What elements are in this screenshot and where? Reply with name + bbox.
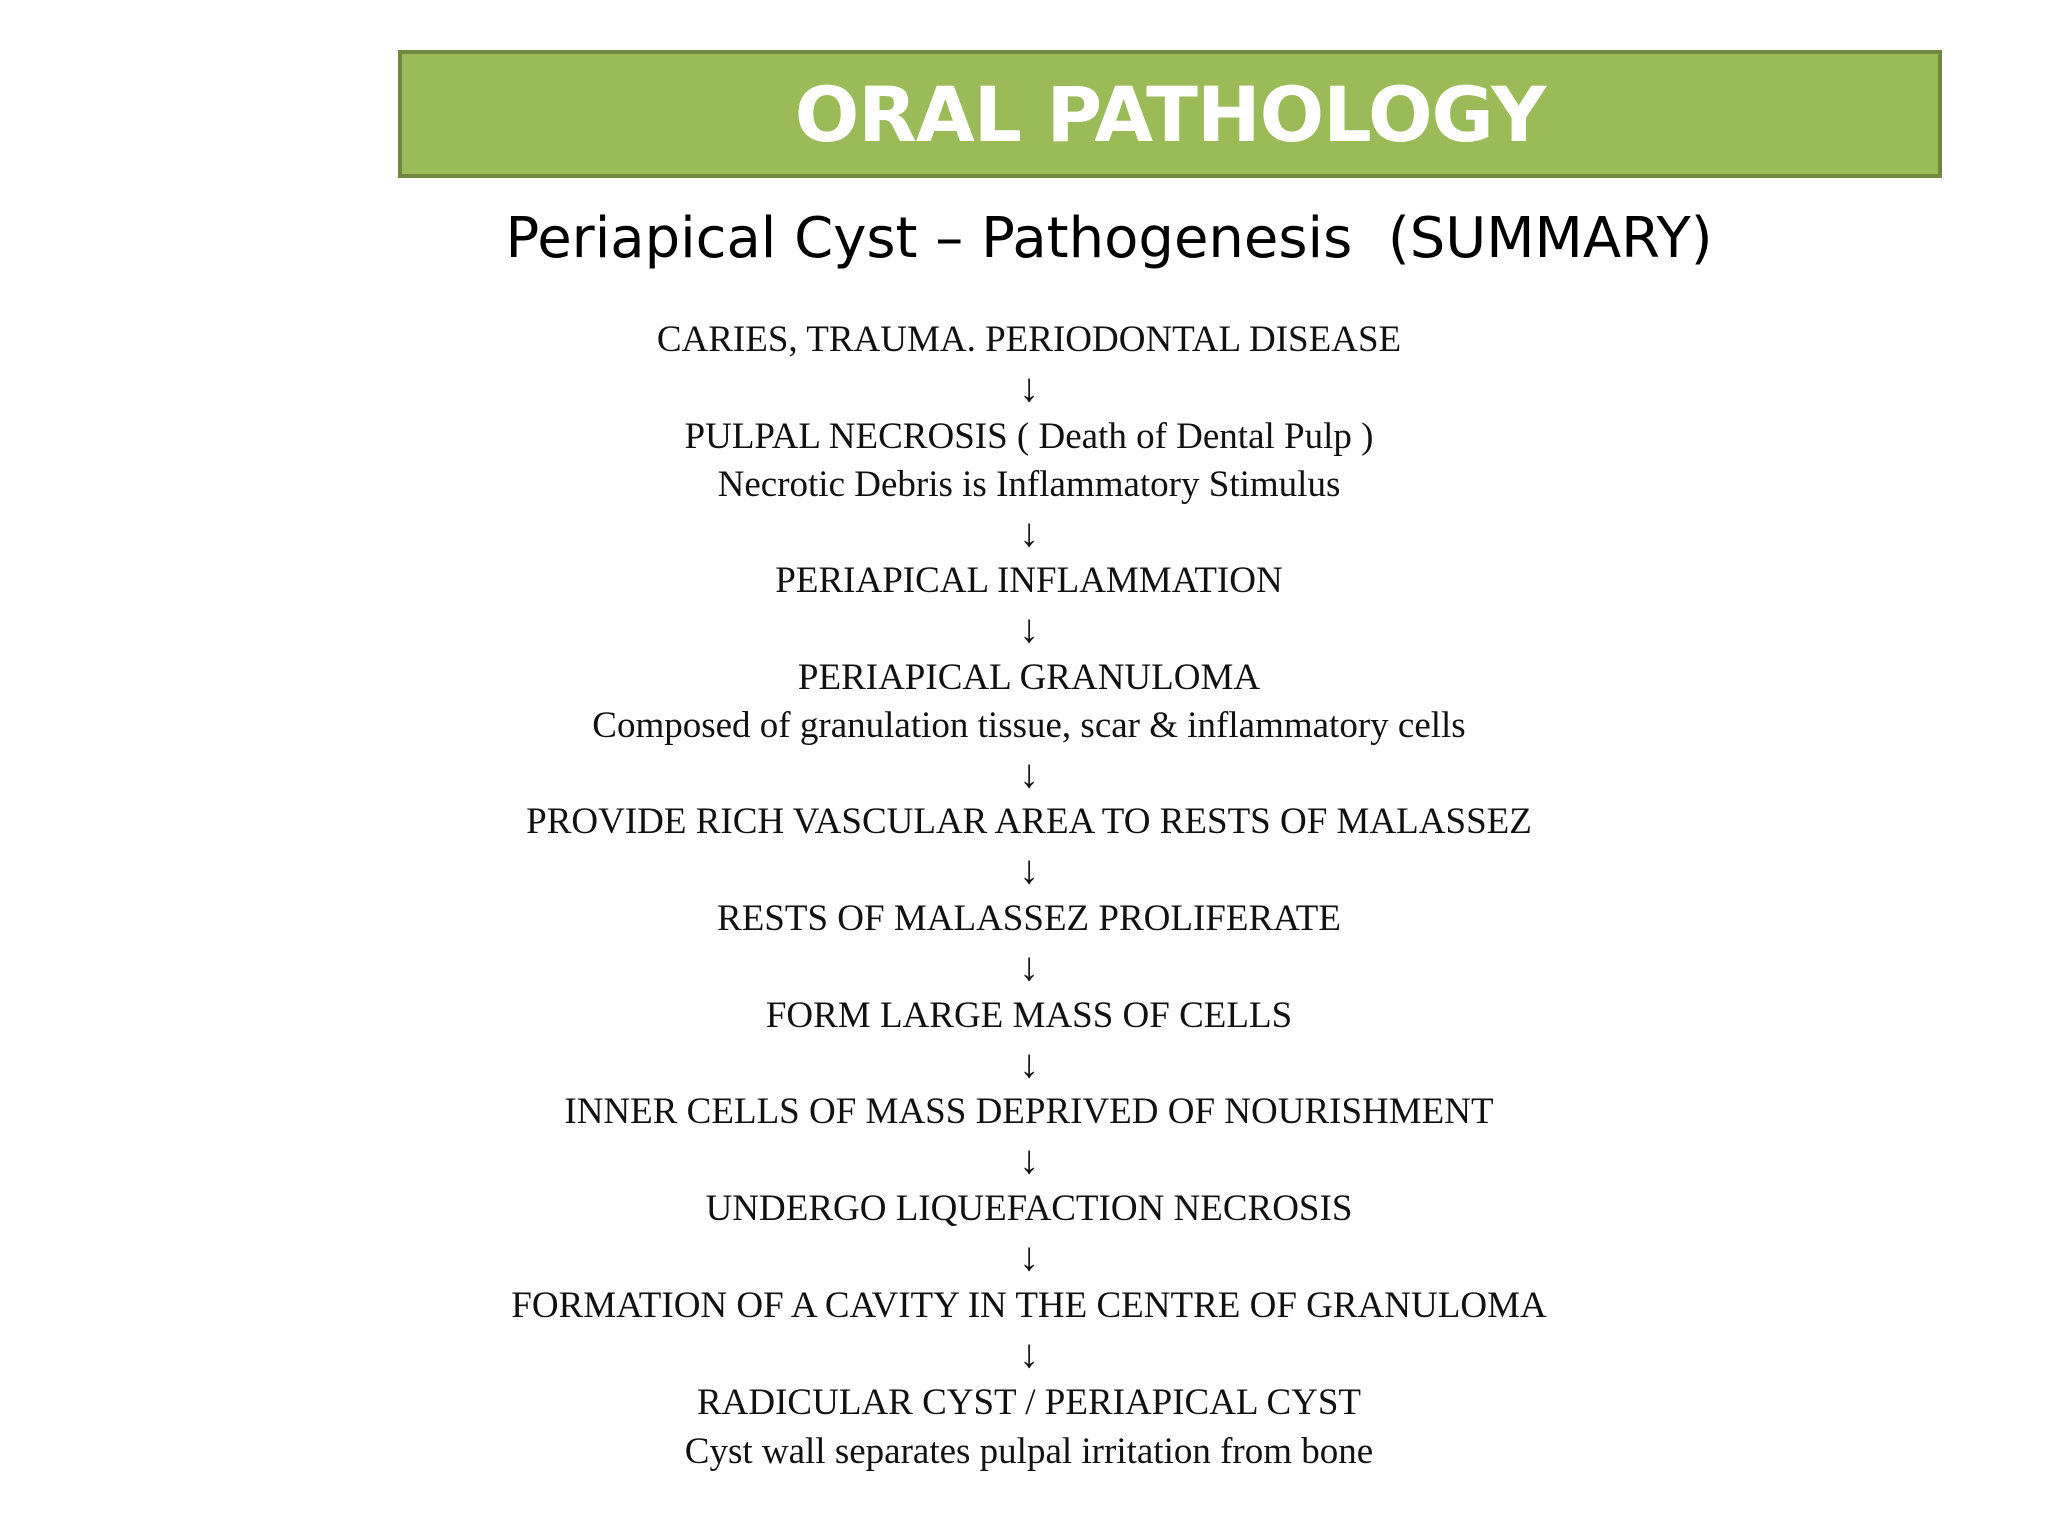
slide-subtitle: Periapical Cyst – Pathogenesis (SUMMARY) [505,206,1713,271]
down-arrow-icon: ↓ [1019,365,1039,410]
flow-step-title: PROVIDE RICH VASCULAR AREA TO RESTS OF MALASSEZ [526,801,1532,842]
down-arrow-icon: ↓ [1019,1331,1039,1376]
title-banner [398,50,1942,178]
flow-step-title: INNER CELLS OF MASS DEPRIVED OF NOURISHMENT [564,1091,1494,1132]
flow-step-title: FORMATION OF A CAVITY IN THE CENTRE OF GRANULOMA [511,1285,1547,1326]
flow-step-note: Composed of granulation tissue, scar & inflammatory cells [592,705,1466,746]
flow-step-title: PULPAL NECROSIS ( Death of Dental Pulp ) [684,416,1374,457]
flow-step-title: UNDERGO LIQUEFACTION NECROSIS [705,1188,1353,1229]
down-arrow-icon: ↓ [1019,606,1039,651]
down-arrow-icon: ↓ [1019,751,1039,796]
flow-step-note: Cyst wall separates pulpal irritation from bone [684,1431,1374,1472]
flow-step-title: FORM LARGE MASS OF CELLS [765,995,1293,1036]
flow-step-title: RADICULAR CYST / PERIAPICAL CYST [696,1382,1362,1423]
flow-step-title: RESTS OF MALASSEZ PROLIFERATE [717,898,1341,939]
banner-title: ORAL PATHOLOGY [794,69,1546,159]
flow-step-title: CARIES, TRAUMA. PERIODONTAL DISEASE [656,319,1402,360]
flow-step-title: PERIAPICAL GRANULOMA [797,657,1261,698]
down-arrow-icon: ↓ [1019,1041,1039,1086]
down-arrow-icon: ↓ [1019,1137,1039,1182]
flow-step-title: PERIAPICAL INFLAMMATION [775,560,1283,601]
down-arrow-icon: ↓ [1019,944,1039,989]
down-arrow-icon: ↓ [1019,1234,1039,1279]
down-arrow-icon: ↓ [1019,510,1039,555]
down-arrow-icon: ↓ [1019,847,1039,892]
flow-step-note: Necrotic Debris is Inflammatory Stimulus [717,464,1341,505]
